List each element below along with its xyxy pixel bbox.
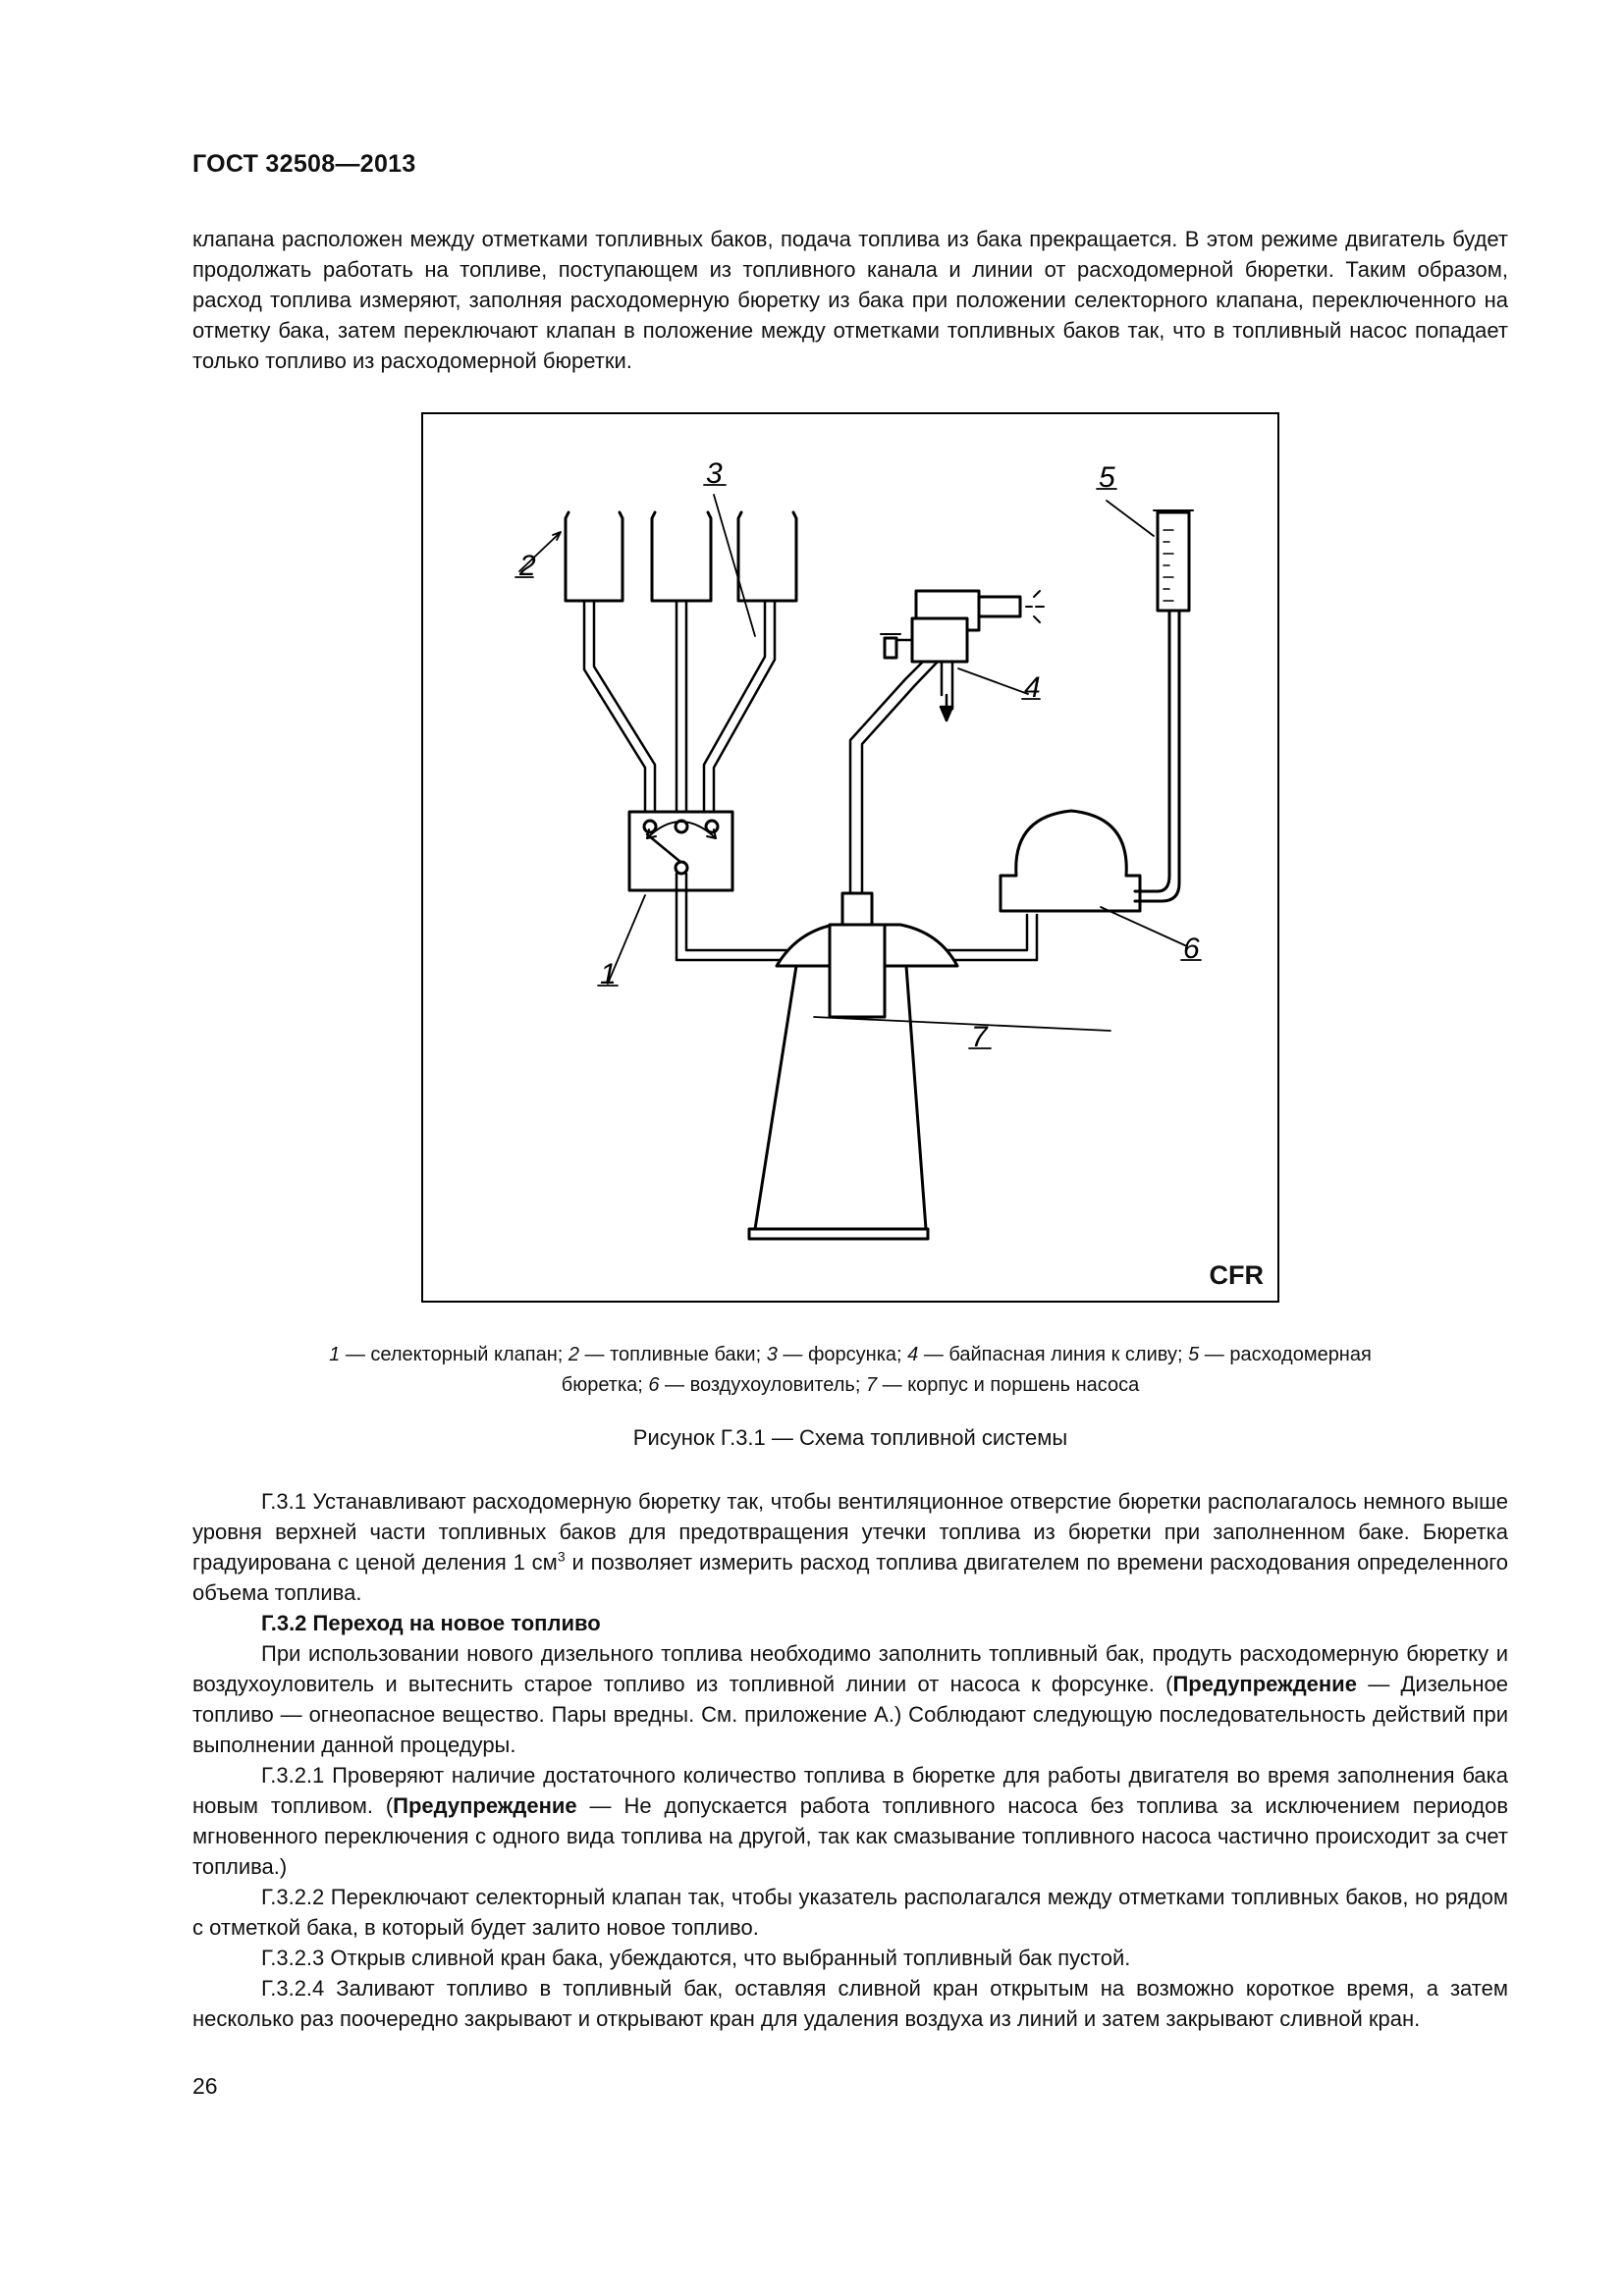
section-g3-1: Г.3.1 Устанавливают расходомерную бюретку так, чтобы вентиляционное отверстие бюретки располагалось немного выше уровня верхней части топливных баков для предотвращения утечки топлива из бюретки при заполненном баке. Бюретка градуирована с ценой деления 1 $см^3$ и позволяет измерить расход топлива двигателем по времени расходования определенного объема топлива. — [192, 1489, 1508, 1605]
injector — [881, 591, 1044, 662]
intro-paragraph: клапана расположен между отметками топливных баков, подача топлива из бака прекращается. В этом режиме двигатель будет продолжать работать на топливе, поступающем из топливного канала и линии от расходомерной бюретки. Таким образом, расход топлива измеряют, заполняя расходомерную бюретку из бака при положении селекторного клапана, переключенного на отметку бака, затем переключают клапан в положение между отметками топливных баков так, что в топливный насос попадает только топливо из расходомерной бюретки. — [192, 227, 1508, 373]
selector-valve — [629, 812, 732, 890]
section-g3-2-3: Г.3.2.3 Открыв сливной кран бака, убеждаются, что выбранный топливный бак пустой. — [261, 1946, 1131, 1970]
figure-legend: 1 — селекторный клапан; 2 — топливные баки; 3 — форсунка; 4 — байпасная линия к сливу; 5 — расходомерная бюретка; 6 — воздухоуловитель; 7 — корпус и поршень насоса — [329, 1344, 1372, 1396]
section-g3-2: При использовании нового дизельного топлива необходимо заполнить топливный бак, продуть расходомерную бюретку и воздухоуловитель и вытеснить старое топливо из топливной линии от насоса к форсунке. (Предупреждение — Дизельное топливо — огнеопасное вещество. Пары вредны. См. приложение А.) Соблюдают следующую последовательность действий при выполнении данной процедуры. — [192, 1641, 1508, 1757]
section-g3-2-2: Г.3.2.2 Переключают селекторный клапан так, чтобы указатель располагался между отметками топливных баков, но рядом с отметкой бака, в который будет залито новое топливо. — [192, 1885, 1508, 1940]
section-g3-2-1: Г.3.2.1 Проверяют наличие достаточного количество топлива в бюретке для работы двигателя во время заполнения бака новым топливом. (Предупреждение — Не допускается работа топливного насоса без топлива за исключением периодов мгновенного переключения с одного вида топлива на другой, так как смазывание топливного насоса частично происходит за счет топлива.) — [192, 1763, 1509, 1879]
callout-6: 6 — [1183, 933, 1200, 965]
bypass-line — [941, 662, 952, 721]
burette — [1135, 510, 1193, 901]
callout-1: 1 — [600, 958, 617, 990]
document-header: ГОСТ 32508—2013 — [192, 150, 416, 178]
figure-mark: CFR — [1209, 1260, 1264, 1290]
air-trap — [1001, 811, 1140, 911]
section-g3-2-heading: Г.3.2 Переход на новое топливо — [261, 1611, 601, 1635]
callout-4: 4 — [1024, 671, 1041, 704]
callout-7: 7 — [971, 1021, 988, 1053]
callout-5: 5 — [1099, 461, 1115, 494]
fuel-tanks — [566, 512, 796, 601]
callout-3: 3 — [706, 457, 723, 490]
page-number: 26 — [192, 2073, 218, 2099]
fuel-system-diagram — [423, 414, 1277, 1301]
pump-body — [749, 893, 957, 1239]
tank-lines — [584, 601, 775, 817]
callout-2: 2 — [519, 550, 536, 582]
section-g3-2-4: Г.3.2.4 Заливают топливо в топливный бак, оставляя сливной кран открытым на возможно короткое время, а затем несколько раз поочередно закрывают и открывают кран для удаления воздуха из линий и затем закрывают сливной кран. — [192, 1976, 1508, 2031]
figure-caption: Рисунок Г.3.1 — Схема топливной системы — [632, 1425, 1068, 1450]
injector-line — [850, 656, 938, 893]
fuel-system-figure — [421, 412, 1279, 1303]
